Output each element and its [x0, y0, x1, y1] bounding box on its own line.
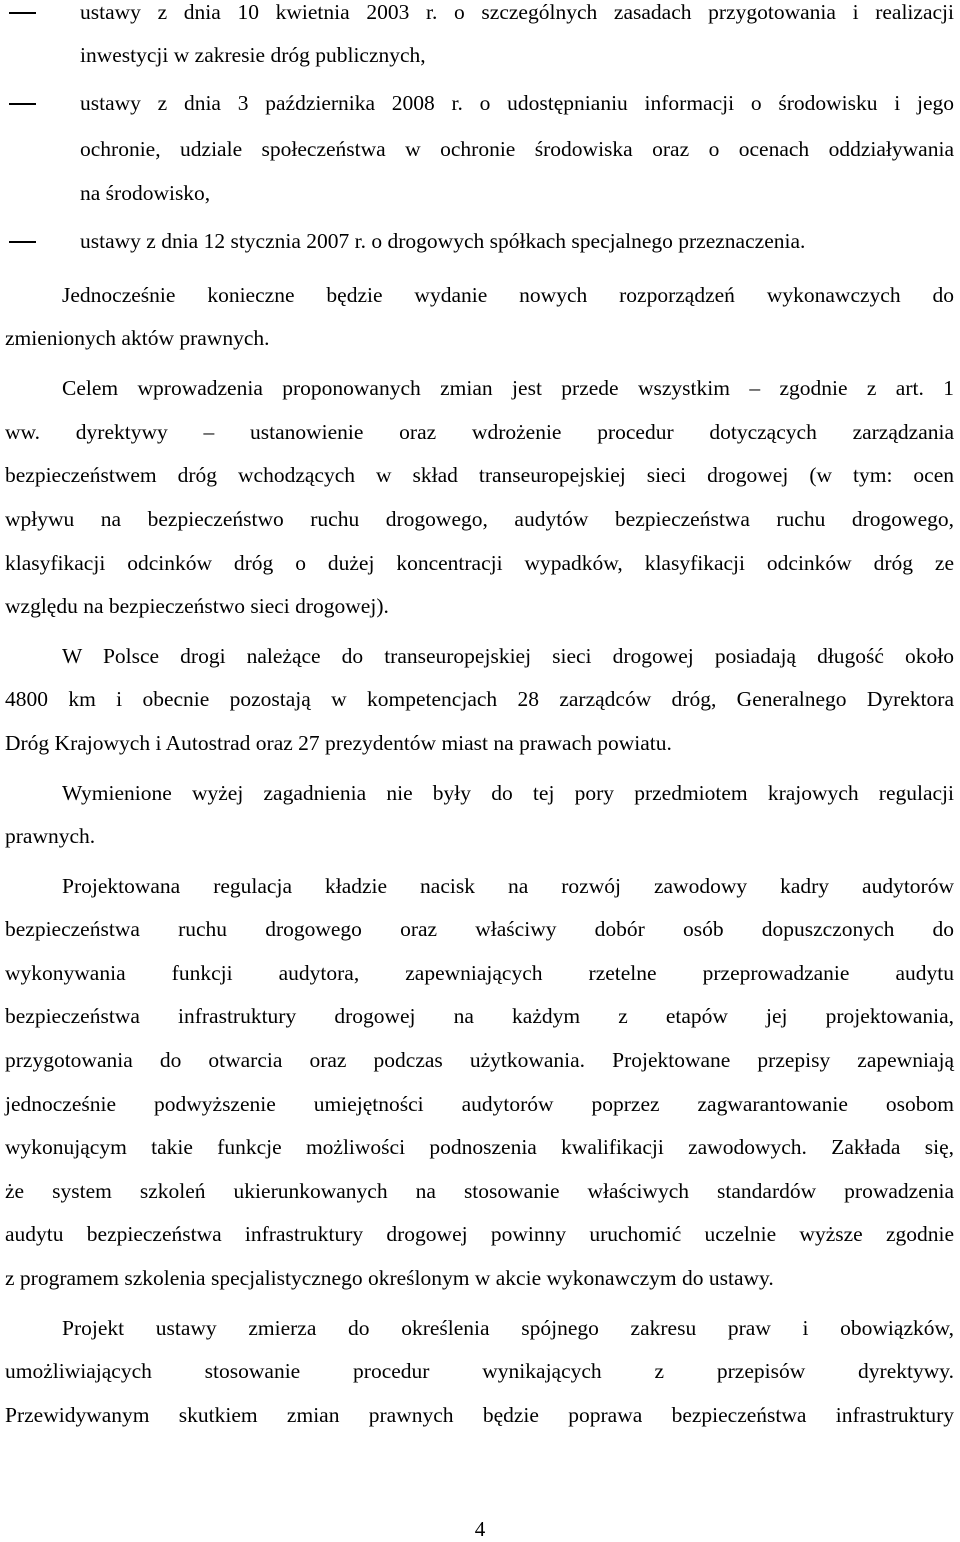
paragraph-line: Projektowana regulacja kładzie nacisk na rozwój zawodowy kadry audytorów — [62, 874, 954, 898]
paragraph-line: Celem wprowadzenia proponowanych zmian jest przede wszystkim – zgodnie z art. 1 — [62, 376, 954, 400]
paragraph-line: Wymienione wyżej zagadnienia nie były do tej pory przedmiotem krajowych regulacji — [62, 781, 954, 805]
paragraph-line: wykonywania funkcji audytora, zapewniających rzetelne przeprowadzanie audytu — [5, 961, 954, 985]
bullet-line: ustawy z dnia 12 stycznia 2007 r. o drogowych spółkach specjalnego przeznaczenia. — [80, 229, 806, 253]
paragraph-line: umożliwiających stosowanie procedur wynikających z przepisów dyrektywy. — [5, 1359, 954, 1383]
paragraph-line: bezpieczeństwa ruchu drogowego oraz właściwy dobór osób dopuszczonych do — [5, 917, 954, 941]
bullet-line-text: ochronie, udziale społeczeństwa w ochronie środowiska oraz o ocenach oddziaływania — [80, 137, 954, 161]
paragraph-line: Dróg Krajowych i Autostrad oraz 27 prezydentów miast na prawach powiatu. — [5, 731, 672, 755]
bullet-line-text: na środowisko, — [80, 181, 211, 205]
paragraph-line: wykonującym takie funkcje możliwości podnoszenia kwalifikacji zawodowych. Zakłada się, — [5, 1135, 954, 1159]
bullet-line — [0, 39, 960, 71]
paragraph-line: Jednocześnie konieczne będzie wydanie nowych rozporządzeń wykonawczych do — [62, 283, 954, 307]
dash-bullet-icon — [9, 0, 44, 28]
dash-bullet-icon — [9, 225, 44, 257]
paragraph-line: wpływu na bezpieczeństwo ruchu drogowego, audytów bezpieczeństwa ruchu drogowego, — [5, 507, 954, 531]
bullet-line: ustawy z dnia 3 października 2008 r. o udostępnianiu informacji o środowisku i jego — [80, 91, 954, 115]
paragraph-line: Przewidywanym skutkiem zmian prawnych będzie poprawa bezpieczeństwa infrastruktury — [5, 1403, 954, 1427]
paragraph-line: zmienionych aktów prawnych. — [5, 326, 270, 350]
paragraph-line: względu na bezpieczeństwo sieci drogowej). — [5, 594, 389, 618]
paragraph-line: bezpieczeństwem dróg wchodzących w skład transeuropejskiej sieci drogowej (w tym: ocen — [5, 463, 954, 487]
bullet-line-text: inwestycji w zakresie dróg publicznych, — [80, 43, 426, 67]
bullet-item — [0, 87, 960, 119]
paragraph-line: z programem szkolenia specjalistycznego określonym w akcie wykonawczym do ustawy. — [5, 1266, 774, 1290]
bullet-item — [0, 0, 960, 28]
bullet-line — [0, 133, 960, 165]
paragraph-line: jednocześnie podwyższenie umiejętności audytorów poprzez zagwarantowanie osobom — [5, 1092, 954, 1116]
paragraph-line: Projekt ustawy zmierza do określenia spójnego zakresu praw i obowiązków, — [62, 1316, 954, 1340]
page-number: 4 — [474, 1517, 486, 1541]
paragraph-line: że system szkoleń ukierunkowanych na stosowanie właściwych standardów prowadzenia — [5, 1179, 954, 1203]
bullet-item — [0, 225, 960, 257]
paragraph-line: ww. dyrektywy – ustanowienie oraz wdrożenie procedur dotyczących zarządzania — [5, 420, 954, 444]
bullet-line: ustawy z dnia 10 kwietnia 2003 r. o szczególnych zasadach przygotowania i realizacji — [80, 0, 954, 24]
paragraph-line: przygotowania do otwarcia oraz podczas użytkowania. Projektowane przepisy zapewniają — [5, 1048, 954, 1072]
paragraph-line: W Polsce drogi należące do transeuropejskiej sieci drogowej posiadają długość około — [62, 644, 954, 668]
bullet-line — [0, 177, 960, 209]
paragraph-line: audytu bezpieczeństwa infrastruktury drogowej powinny uruchomić uczelnie wyższe zgodnie — [5, 1222, 954, 1246]
dash-bullet-icon — [9, 87, 44, 119]
paragraph-line: 4800 km i obecnie pozostają w kompetencjach 28 zarządców dróg, Generalnego Dyrektora — [5, 687, 954, 711]
paragraph-line: bezpieczeństwa infrastruktury drogowej na każdym z etapów jej projektowania, — [5, 1004, 954, 1028]
paragraph-line: klasyfikacji odcinków dróg o dużej koncentracji wypadków, klasyfikacji odcinków dróg ze — [5, 551, 954, 575]
paragraph-line: prawnych. — [5, 824, 96, 848]
